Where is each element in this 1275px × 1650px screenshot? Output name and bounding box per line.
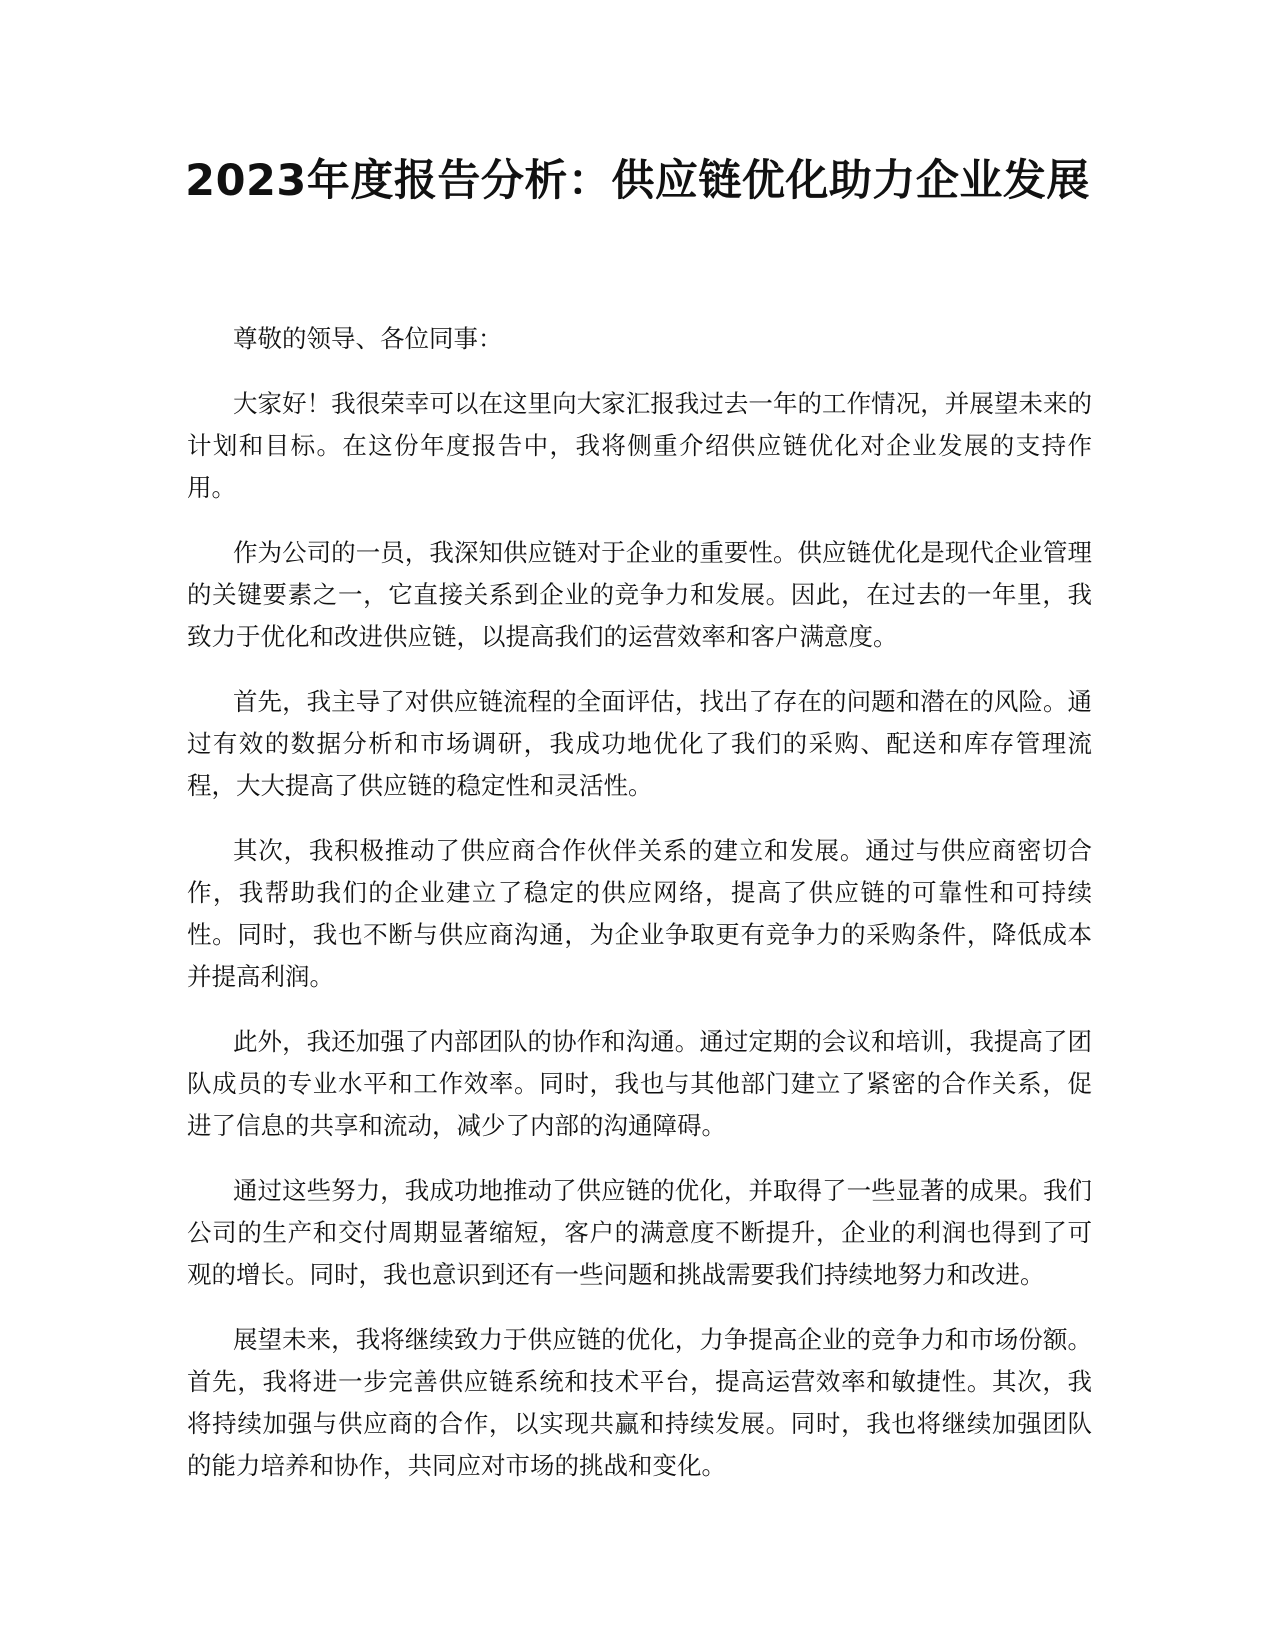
paragraph-second: 其次，我积极推动了供应商合作伙伴关系的建立和发展。通过与供应商密切合作，我帮助我们的企业建立了稳定的供应网络，提高了供应链的可靠性和可持续性。同时，我也不断与供应商沟通，为企业争取更有竞争力的采购条件，降低成本并提高利润。 bbox=[187, 836, 1092, 991]
paragraph-first: 首先，我主导了对供应链流程的全面评估，找出了存在的问题和潜在的风险。通过有效的数据分析和市场调研，我成功地优化了我们的采购、配送和库存管理流程，大大提高了供应链的稳定性和灵活性。 bbox=[187, 687, 1092, 800]
paragraph-importance: 作为公司的一员，我深知供应链对于企业的重要性。供应链优化是现代企业管理的关键要素之一，它直接关系到企业的竞争力和发展。因此，在过去的一年里，我致力于优化和改进供应链，以提高我们的运营效率和客户满意度。 bbox=[187, 538, 1092, 651]
paragraph-results: 通过这些努力，我成功地推动了供应链的优化，并取得了一些显著的成果。我们公司的生产和交付周期显著缩短，客户的满意度不断提升，企业的利润也得到了可观的增长。同时，我也意识到还有一些问题和挑战需要我们持续地努力和改进。 bbox=[187, 1176, 1092, 1289]
paragraph-salutation: 尊敬的领导、各位同事： bbox=[233, 324, 503, 353]
paragraph-greeting: 大家好！我很荣幸可以在这里向大家汇报我过去一年的工作情况，并展望未来的计划和目标。在这份年度报告中，我将侧重介绍供应链优化对企业发展的支持作用。 bbox=[187, 389, 1092, 502]
document-body bbox=[187, 318, 1092, 1510]
document-title: 2023年度报告分析：供应链优化助力企业发展 bbox=[185, 156, 1090, 206]
paragraph-additionally: 此外，我还加强了内部团队的协作和沟通。通过定期的会议和培训，我提高了团队成员的专业水平和工作效率。同时，我也与其他部门建立了紧密的合作关系，促进了信息的共享和流动，减少了内部的沟通障碍。 bbox=[187, 1027, 1092, 1140]
paragraph-outlook: 展望未来，我将继续致力于供应链的优化，力争提高企业的竞争力和市场份额。首先，我将进一步完善供应链系统和技术平台，提高运营效率和敏捷性。其次，我将持续加强与供应商的合作，以实现共赢和持续发展。同时，我也将继续加强团队的能力培养和协作，共同应对市场的挑战和变化。 bbox=[187, 1325, 1092, 1480]
